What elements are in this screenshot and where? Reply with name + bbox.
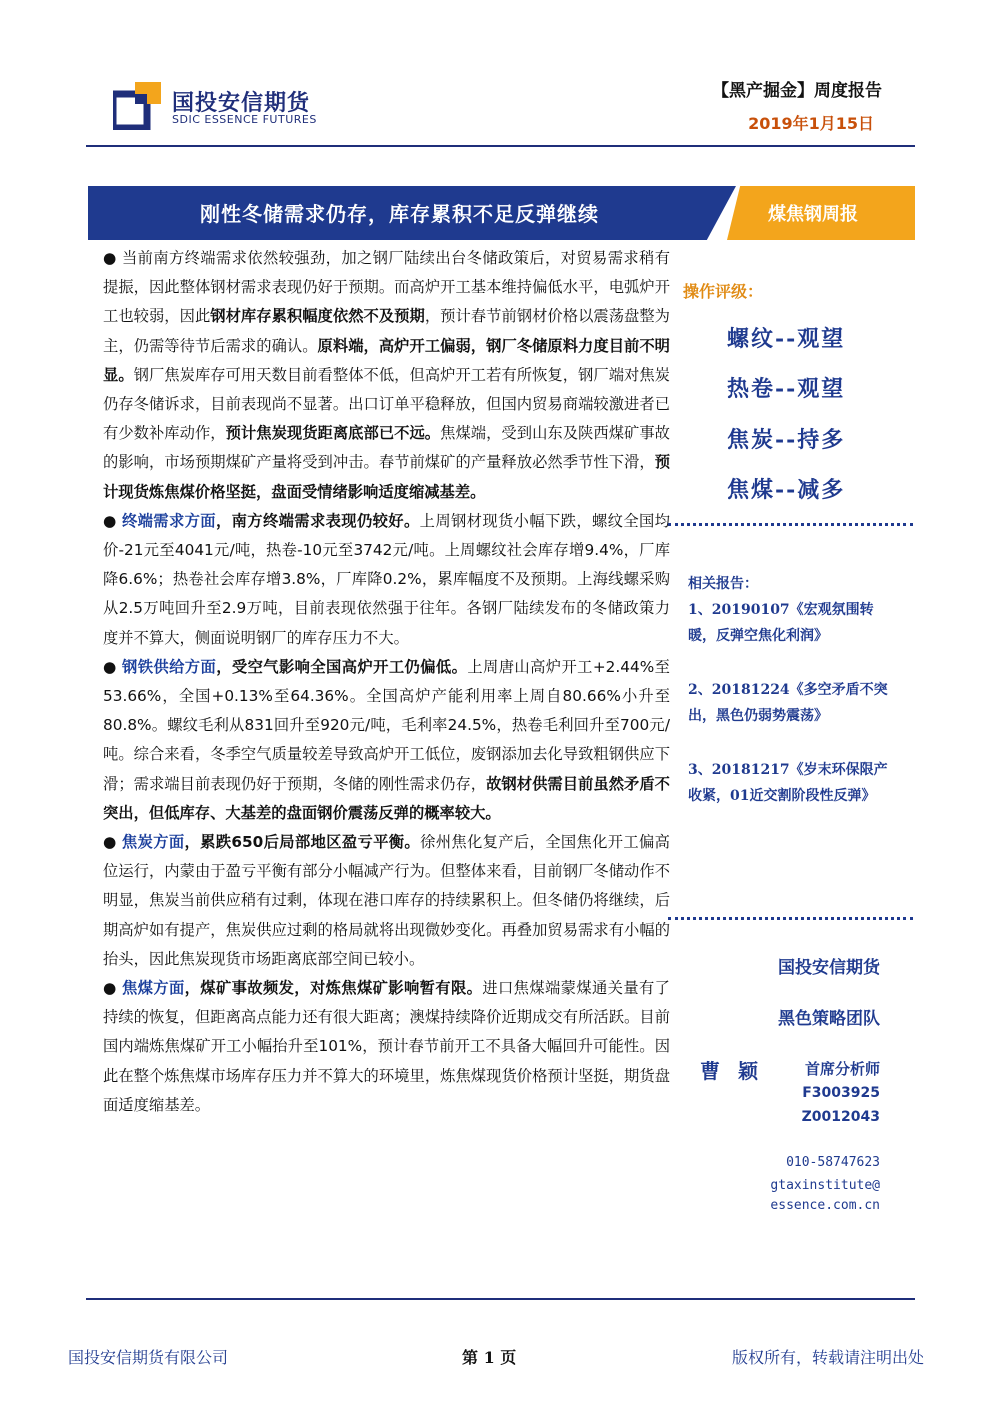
body-text: 进口焦煤端蒙煤通关量有了持续的恢复，但距离高点能力还有很大距离；澳煤持续降价近期成交有所活跃。目前国内端炼焦煤矿开工小幅抬升至101%，预计春节前开工不具备大幅回升可能性。因此在整个炼焦煤市场库存压力并不算大的环境里，炼焦煤现货价格预计坚挺，期货盘面适度缩基差。 xyxy=(103,979,670,1114)
rating-hot-coil: 热卷--观望 xyxy=(727,376,846,402)
body-text: 焦煤端，受到山东及陕西煤矿事故的影响，市场预期煤矿产量将受到冲击。春节前煤矿的产量释放必然季节性下滑， xyxy=(103,424,670,472)
emphasis-text: 故钢材供需目前虽然矛盾不突出，但低库存、大基差的盘面钢价震荡反弹的概率较大。 xyxy=(103,774,670,822)
analyst-title: 首席分析师 xyxy=(804,1060,880,1078)
emphasis-text: 原料端，高炉开工偏弱，钢厂冬储原料力度目前不明显。 xyxy=(103,336,670,384)
sidebar-divider xyxy=(668,917,913,920)
body-text: ● xyxy=(103,657,123,676)
rating-rebar: 螺纹--观望 xyxy=(727,326,846,352)
sidebar-divider xyxy=(668,523,913,526)
email-line[interactable]: gtaxinstitute@ xyxy=(770,1178,880,1193)
body-text: ● xyxy=(103,979,122,998)
emphasis-text: 预计现货炼焦煤价格坚挺，盘面受情绪影响适度缩减基差。 xyxy=(103,453,670,501)
emphasis-text: 预计焦炭现货距离底部已不远。 xyxy=(225,424,441,443)
body-text: ● xyxy=(103,833,122,852)
logo-english: SDIC ESSENCE FUTURES xyxy=(172,113,317,126)
report-date: 2019年1月15日 xyxy=(748,114,874,133)
license-number: Z0012043 xyxy=(801,1109,880,1125)
category-label: 煤焦钢周报 xyxy=(768,204,858,225)
body-text: 钢厂焦炭库存可用天数目前看整体不低，但高炉开工若有所恢复，钢厂端对焦炭仍存冬储诉求，目前表现尚不显著。出口订单平稳释放，但国内贸易商端较激进者已有少数补库动作， xyxy=(103,365,670,443)
section-heading: 钢铁供给方面 xyxy=(122,657,217,676)
footer-copyright: 版权所有，转载请注明出处 xyxy=(731,1348,924,1367)
rating-coking-coal: 焦煤--减多 xyxy=(727,477,846,503)
emphasis-text: ，煤矿事故频发，对炼焦煤矿影响暂有限。 xyxy=(184,979,483,998)
body-text: 徐州焦化复产后，全国焦化开工偏高位运行，内蒙由于盈亏平衡有部分小幅减产行为。但整体来看，目前钢厂冬储动作不明显，焦炭当前供应稍有过剩，体现在港口库存的持续累积上。但冬储仍将继续，后期高炉如有提产，焦炭供应过剩的格局就将出现微妙变化。再叠加贸易需求有小幅的抬头，因此焦炭现货市场距离底部空间已较小。 xyxy=(103,833,670,968)
emphasis-text: ，受空气影响全国高炉开工仍偏低。 xyxy=(216,657,468,676)
license-number: F3003925 xyxy=(802,1085,880,1101)
paragraph-supply xyxy=(103,653,670,828)
rating-coke: 焦炭--持多 xyxy=(727,427,846,453)
body-text: ● 当前南方终端需求依然较强劲，加之钢厂陆续出台冬储政策后，对贸易需求稍有提振，因此整体钢材需求表现仍好于预期。而高炉开工基本维持偏低水平，电弧炉开工也较弱，因此 xyxy=(103,249,670,326)
footer-company: 国投安信期货有限公司 xyxy=(68,1348,229,1367)
related-reports-title: 相关报告： xyxy=(688,576,758,592)
report-title: 刚性冬储需求仍存，库存累积不足反弹继续 xyxy=(200,202,599,226)
paragraph-coking-coal xyxy=(103,974,670,1120)
company-name: 国投安信期货 xyxy=(778,958,880,978)
related-report[interactable]: 2、20181224《多空矛盾不突出，黑色仍弱势震荡》 xyxy=(688,682,888,724)
body-text: ● xyxy=(103,511,122,530)
logo-name: 国投安信期货 xyxy=(172,91,311,116)
analyst-name: 曹颖 xyxy=(700,1059,776,1083)
emphasis-text: ，累跌650后局部地区盈亏平衡。 xyxy=(184,833,421,852)
paragraph-coke xyxy=(103,828,670,974)
paragraph-summary xyxy=(103,244,670,507)
body-text: ，预计春节前钢材价格以震荡盘整为主，仍需等待节后需求的确认。 xyxy=(103,307,670,355)
rating-title: 操作评级： xyxy=(683,282,764,301)
header-rule xyxy=(86,145,915,147)
emphasis-text: ，南方终端需求表现仍较好。 xyxy=(215,511,420,530)
page-number: 第 1 页 xyxy=(462,1348,517,1367)
paragraph-demand xyxy=(103,507,670,653)
footer-rule xyxy=(86,1298,915,1300)
report-type: 【黑产掘金】周度报告 xyxy=(712,81,882,101)
logo-icon xyxy=(113,80,163,130)
section-heading: 焦煤方面 xyxy=(121,979,185,998)
related-report[interactable]: 3、20181217《岁末环保限产收紧，01近交割阶段性反弹》 xyxy=(688,762,888,804)
team-name: 黑色策略团队 xyxy=(778,1009,880,1029)
related-report[interactable]: 1、20190107《宏观氛围转暖，反弹空焦化利润》 xyxy=(688,602,874,644)
main-content xyxy=(103,244,670,1120)
body-text: 上周唐山高炉开工+2.44%至53.66%，全国+0.13%至64.36%。全国高炉产能利用率上周自80.66%小升至80.8%。螺纹毛利从831回升至920元/吨，毛利率24.5%，热卷毛利回升至700元/吨。综合来看，冬季空气质量较差导致高炉开工低位，废钢添加去化导致粗钢供应下滑；需求端目前表现仍好于预期，冬储的刚性需求仍存， xyxy=(103,657,670,793)
emphasis-text: 钢材库存累积幅度依然不及预期 xyxy=(210,307,425,326)
section-heading: 焦炭方面 xyxy=(121,833,185,852)
body-text: 上周钢材现货小幅下跌，螺纹全国均价-21元至4041元/吨，热卷-10元至3742元/吨。上周螺纹社会库存增9.4%，厂库降6.6%；热卷社会库存增3.8%，厂库降0.2%，累库幅度不及预期。上海线螺采购从2.5万吨回升至2.9万吨，目前表现依然强于往年。各钢厂陆续发布的冬储政策力度并不算大，侧面说明钢厂的库存压力不大。 xyxy=(103,511,670,647)
phone-number: 010-58747623 xyxy=(786,1155,880,1170)
section-heading: 终端需求方面 xyxy=(121,511,216,530)
email-line[interactable]: essence.com.cn xyxy=(770,1198,880,1213)
